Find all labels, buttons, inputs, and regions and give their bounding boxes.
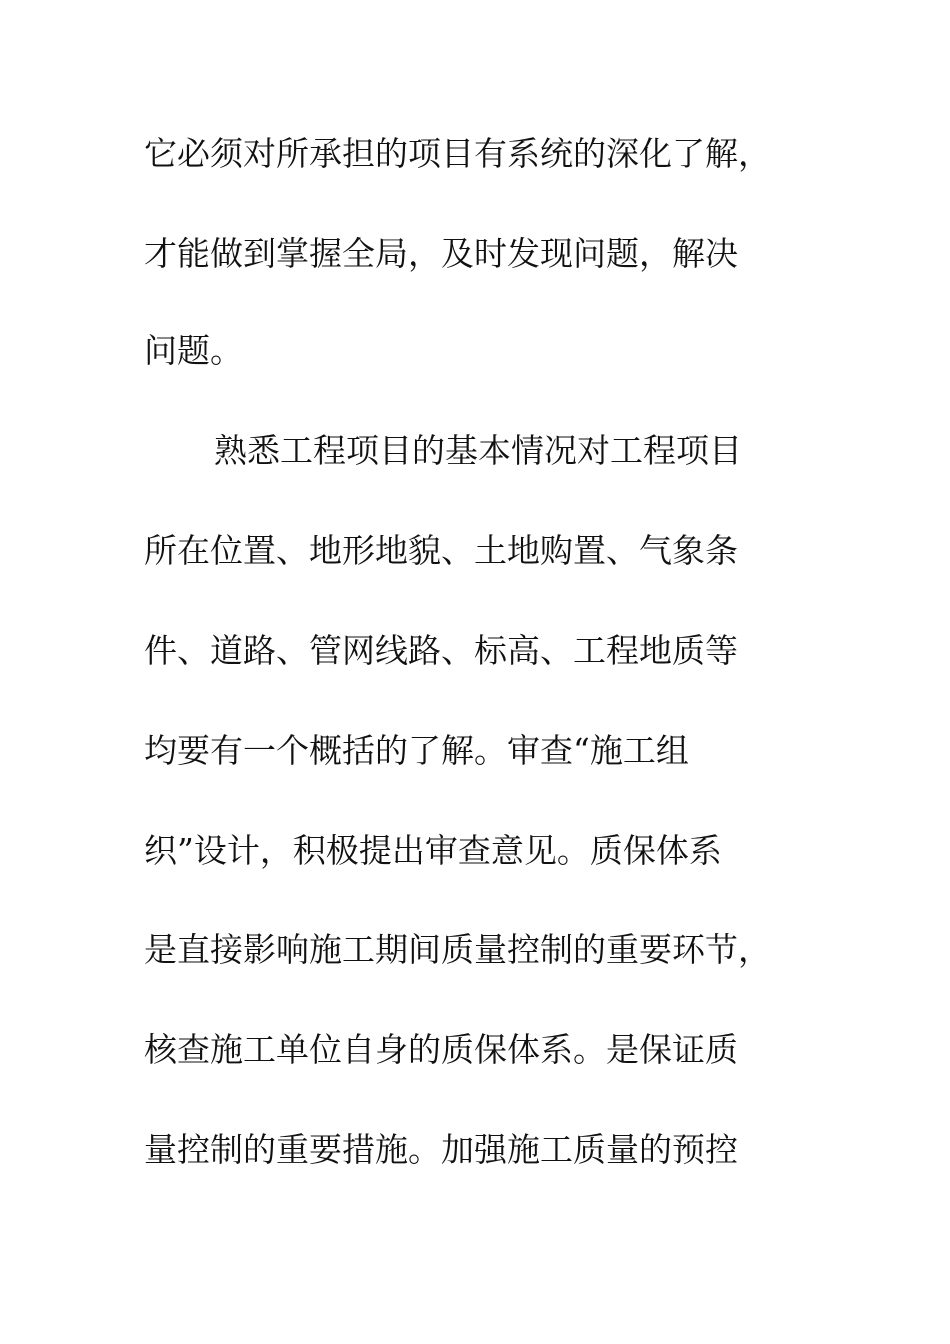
text-line: 问题。 <box>144 331 243 370</box>
text-line: 件、道路、管网线路、标高、工程地质等 <box>144 631 738 670</box>
text-line: 它必须对所承担的项目有系统的深化了解， <box>144 134 771 173</box>
text-line: 量控制的重要措施。加强施工质量的预控 <box>144 1130 738 1169</box>
text-line: 织”设计，积极提出审查意见。质保体系 <box>144 831 722 870</box>
text-line: 均要有一个概括的了解。审查“施工组 <box>144 731 689 770</box>
text-line: 所在位置、地形地貌、土地购置、气象条 <box>144 531 738 570</box>
text-line: 才能做到掌握全局，及时发现问题，解决 <box>144 234 738 273</box>
text-line: 核查施工单位自身的质保体系。是保证质 <box>144 1030 738 1069</box>
paragraph-first-line: 熟悉工程项目的基本情况对工程项目 <box>214 431 742 470</box>
text-line: 是直接影响施工期间质量控制的重要环节， <box>144 930 771 969</box>
